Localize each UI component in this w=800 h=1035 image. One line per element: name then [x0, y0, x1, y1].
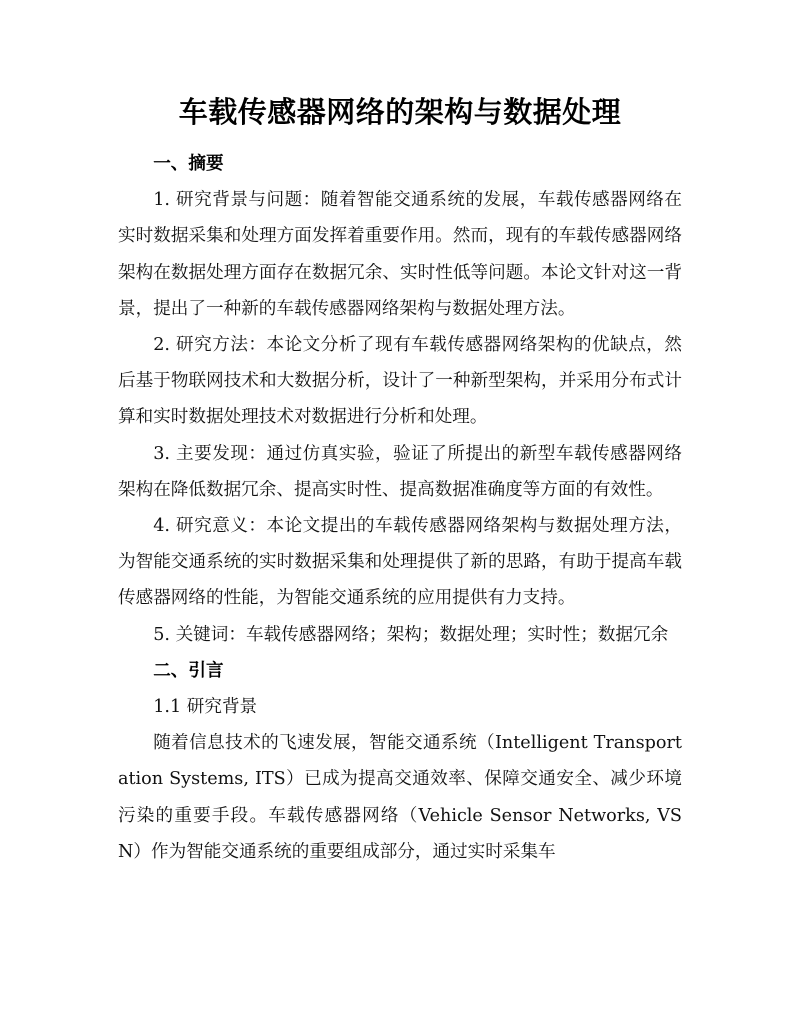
abstract-paragraph-findings: 3. 主要发现：通过仿真实验，验证了所提出的新型车载传感器网络架构在降低数据冗余、提高实时性、提高数据准确度等方面的有效性。: [118, 443, 682, 500]
document-body: [118, 146, 682, 870]
introduction-paragraph: 随着信息技术的飞速发展，智能交通系统（Intelligent Transportation Systems, ITS）已成为提高交通效率、保障交通安全、减少环境污染的重要手段。车载传感器网络（Vehicle Sensor Networks, VSN）作为智能交通系统的重要组成部分，通过实时采集车: [118, 733, 682, 862]
abstract-paragraph-background: 1. 研究背景与问题：随着智能交通系统的发展，车载传感器网络在实时数据采集和处理方面发挥着重要作用。然而，现有的车载传感器网络架构在数据处理方面存在数据冗余、实时性低等问题。本论文针对这一背景，提出了一种新的车载传感器网络架构与数据处理方法。: [118, 190, 682, 319]
subsection-heading-background: 1.1 研究背景: [153, 697, 258, 718]
abstract-paragraph-keywords: 5. 关键词：车载传感器网络；架构；数据处理；实时性；数据冗余: [153, 624, 669, 645]
abstract-paragraph-method: 2. 研究方法：本论文分析了现有车载传感器网络架构的优缺点，然后基于物联网技术和大数据分析，设计了一种新型架构，并采用分布式计算和实时数据处理技术对数据进行分析和处理。: [118, 335, 682, 428]
section-heading-introduction: 二、引言: [153, 659, 224, 681]
document-title: 车载传感器网络的架构与数据处理: [178, 95, 622, 129]
section-heading-abstract: 一、摘要: [153, 153, 224, 174]
abstract-paragraph-significance: 4. 研究意义：本论文提出的车载传感器网络架构与数据处理方法，为智能交通系统的实时数据采集和处理提供了新的思路，有助于提高车载传感器网络的性能，为智能交通系统的应用提供有力支持。: [118, 516, 682, 609]
